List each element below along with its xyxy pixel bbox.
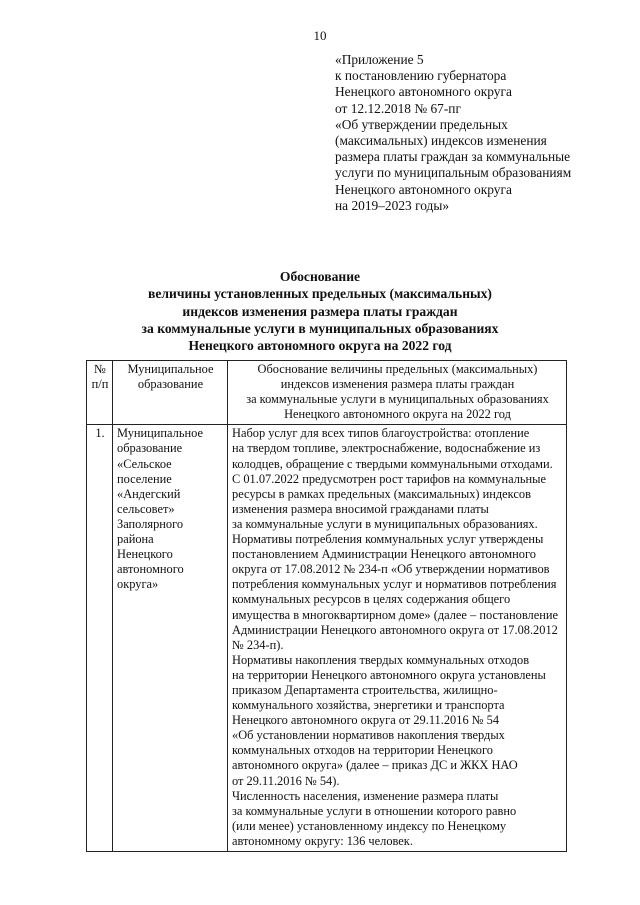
appendix-line: к постановлению губернатора — [335, 68, 507, 84]
header-municipality — [113, 361, 228, 425]
cell-line: автономного — [117, 562, 184, 577]
header-line: № — [94, 362, 106, 376]
heading-line: за коммунальные услуги в муниципальных образованиях — [141, 320, 499, 336]
cell-line: «Андегский — [117, 486, 181, 501]
cell-line: автономному округу: 136 человек. — [232, 833, 413, 848]
appendix-line: Ненецкого автономного округа — [335, 181, 512, 197]
cell-line: Ненецкого — [117, 547, 173, 562]
cell-line: Набор услуг для всех типов благоустройства: отопление — [232, 426, 530, 441]
appendix-line: размера платы граждан за коммунальные — [335, 149, 571, 165]
header-line: за коммунальные услуги в муниципальных образованиях — [246, 392, 549, 407]
heading-line: индексов изменения размера платы граждан — [182, 303, 458, 319]
justification-cell — [228, 425, 567, 852]
cell-line: за коммунальные услуги в отношении которого равно — [232, 803, 517, 818]
cell-line: Численность населения, изменение размера платы — [232, 788, 499, 803]
heading-line: Ненецкого автономного округа на 2022 год — [188, 338, 452, 354]
page-number: 10 — [313, 28, 327, 43]
appendix-line: (максимальных) индексов изменения — [335, 133, 547, 149]
appendix-line: на 2019–2023 годы» — [335, 197, 450, 213]
table-row — [87, 425, 567, 852]
cell-line: колодцев, обращение с твердыми коммунальными отходами. — [232, 456, 553, 471]
cell-line: приказом Департамента строительства, жилищно- — [232, 682, 498, 697]
header-line: Ненецкого автономного округа на 2022 год — [284, 407, 511, 422]
appendix-line: Ненецкого автономного округа — [335, 84, 512, 100]
table-header-row — [87, 361, 567, 425]
cell-line: С 01.07.2022 предусмотрен рост тарифов на коммунальные — [232, 471, 547, 486]
cell-line: постановлением Администрации Ненецкого автономного — [232, 547, 536, 562]
cell-line: коммунальных отходов на территории Ненецкого — [232, 743, 493, 758]
cell-line: коммунального хозяйства, энергетики и транспорта — [232, 698, 505, 713]
municipality-cell — [113, 425, 228, 852]
cell-line: поселение — [117, 471, 172, 486]
header-line: образование — [137, 377, 204, 392]
cell-line: «Сельское — [117, 456, 172, 471]
cell-line: коммунальных ресурсов в целях содержания общего — [232, 592, 511, 607]
cell-line: Администрации Ненецкого автономного округа от 17.08.2012 — [232, 622, 558, 637]
cell-line: потребления коммунальных услуг и нормативов потребления — [232, 577, 557, 592]
cell-line: округа» — [117, 577, 159, 592]
document-heading — [60, 268, 580, 354]
cell-line: (или менее) установленному индексу по Ненецкому — [232, 818, 507, 833]
cell-line: на территории Ненецкого автономного округа установлены — [232, 667, 546, 682]
header-line: п/п — [91, 377, 109, 392]
appendix-line: услуги по муниципальным образованиям — [335, 165, 572, 181]
cell-line: «Об установлении нормативов накопления твердых — [232, 728, 505, 743]
cell-line: округа от 17.08.2012 № 234-п «Об утверждении нормативов — [232, 562, 550, 577]
header-line: Обоснование величины предельных (максимальных) — [257, 362, 538, 376]
cell-line: образование — [117, 441, 183, 456]
cell-line: имущества в многоквартирном доме» (далее – постановление — [232, 607, 558, 622]
heading-line: величины установленных предельных (максимальных) — [148, 286, 492, 302]
cell-line: сельсовет» — [117, 501, 175, 516]
appendix-reference — [335, 52, 635, 214]
row-number: 1. — [87, 425, 113, 852]
cell-line: Нормативы накопления твердых коммунальных отходов — [232, 652, 530, 667]
header-line: индексов изменения размера платы граждан — [280, 377, 515, 392]
cell-line: Заполярного — [117, 516, 184, 531]
cell-line: № 234-п). — [232, 637, 284, 652]
cell-line: Нормативы потребления коммунальных услуг утверждены — [232, 532, 544, 547]
appendix-line: «Приложение 5 — [335, 52, 424, 67]
cell-line: Ненецкого автономного округа от 29.11.2016 № 54 — [232, 713, 500, 728]
heading-line: Обоснование — [279, 269, 361, 284]
justification-table — [86, 360, 567, 852]
cell-line: изменения размера вносимой гражданами платы — [232, 501, 489, 516]
cell-line: на твердом топливе, электроснабжение, водоснабжение из — [232, 441, 541, 456]
header-justification — [228, 361, 567, 425]
appendix-line: «Об утверждении предельных — [335, 116, 508, 132]
header-line: Муниципальное — [127, 362, 214, 376]
cell-line: за коммунальные услуги в муниципальных образованиях. — [232, 516, 538, 531]
cell-line: района — [117, 532, 154, 547]
cell-line: Муниципальное — [117, 426, 203, 441]
appendix-line: от 12.12.2018 № 67-пг — [335, 100, 461, 116]
cell-line: ресурсы в рамках предельных (максимальных) индексов — [232, 486, 531, 501]
cell-line: автономного округа» (далее – приказ ДС и ЖКХ НАО — [232, 758, 518, 773]
cell-line: от 29.11.2016 № 54). — [232, 773, 340, 788]
header-number — [87, 361, 113, 425]
